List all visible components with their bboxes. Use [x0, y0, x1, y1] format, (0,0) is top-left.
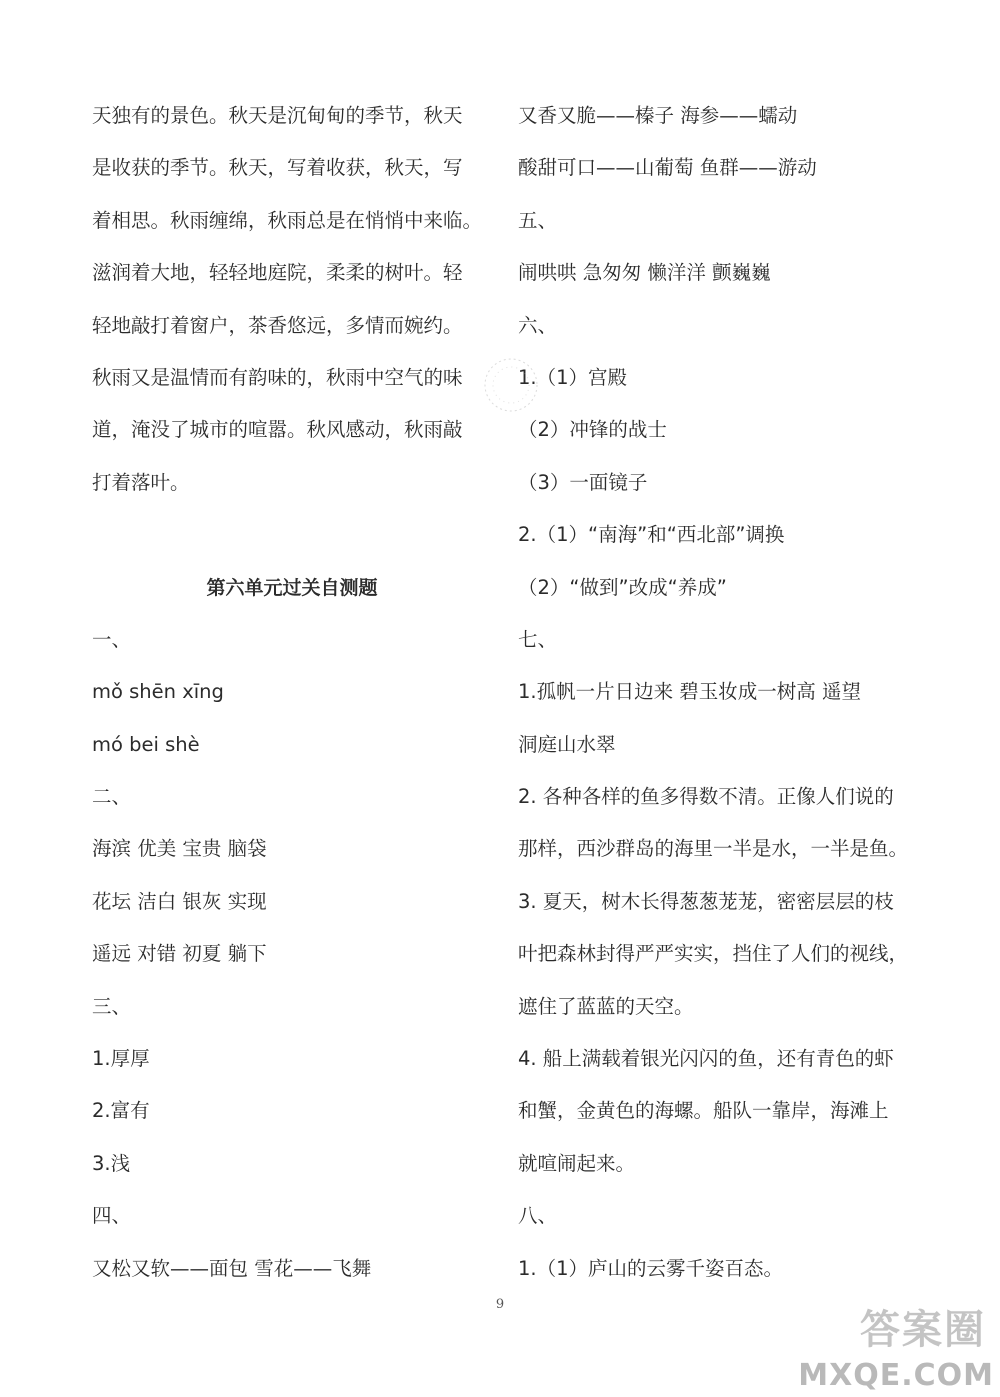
question-number: 七、 [518, 627, 558, 651]
question-number: 八、 [518, 1204, 558, 1228]
word-list: 遥远 对错 初夏 躺下 [92, 942, 267, 966]
watermark-logo: 答案圈 [860, 1307, 986, 1353]
text-line: 打着落叶。 [92, 470, 190, 494]
text-line: 秋雨又是温情而有韵味的，秋雨中空气的味 [92, 365, 463, 389]
question-number: 一、 [92, 627, 132, 651]
left-column [92, 90, 492, 1295]
right-column [518, 90, 918, 1295]
text-line: 天独有的景色。秋天是沉甸甸的季节，秋天 [92, 104, 463, 127]
answer-line: 1.孤帆一片日边来 碧玉妆成一树高 遥望 [518, 680, 862, 704]
answer-line: 又松又软——面包 雪花——飞舞 [92, 1256, 372, 1280]
answer-line: （3）一面镜子 [518, 470, 648, 494]
answer-line: 那样，西沙群岛的海里一半是水，一半是鱼。 [518, 837, 909, 861]
answer-line: 1.厚厚 [92, 1047, 150, 1071]
answer-line: 3.浅 [92, 1151, 131, 1175]
answer-line: 叶把森林封得严严实实，挡住了人们的视线， [518, 942, 909, 966]
watermark-text: MXQE.COM [798, 1358, 994, 1393]
text-line: 滋润着大地，轻轻地庭院，柔柔的树叶。轻 [92, 261, 463, 285]
question-number: 四、 [92, 1204, 132, 1228]
question-number: 五、 [518, 208, 558, 232]
question-number: 六、 [518, 313, 558, 337]
text-line: 着相思。秋雨缠绵，秋雨总是在悄悄中来临。 [92, 208, 483, 232]
answer-line: 又香又脆——榛子 海参——蠕动 [518, 104, 798, 127]
answer-line: 1.（1）庐山的云雾千姿百态。 [518, 1256, 784, 1280]
answer-line: 4. 船上满载着银光闪闪的鱼，还有青色的虾 [518, 1047, 894, 1071]
watermark [798, 1287, 1000, 1397]
pinyin-line: mǒ shēn xīng [92, 680, 224, 704]
answer-line: 2.富有 [92, 1099, 150, 1123]
answer-line: （2）“做到”改成“养成” [518, 575, 727, 599]
page-number: 9 [495, 1297, 505, 1312]
section-title: 第六单元过关自测题 [206, 576, 378, 599]
blank-line [92, 509, 492, 561]
word-list: 花坛 洁白 银灰 实现 [92, 889, 267, 913]
answer-line: 遮住了蓝蓝的天空。 [518, 994, 694, 1018]
text-line: 是收获的季节。秋天，写着收获，秋天，写 [92, 156, 463, 180]
faint-stamp [476, 340, 546, 460]
answer-line: 1.（1）宫殿 [518, 365, 628, 389]
answer-line: 2.（1）“南海”和“西北部”调换 [518, 523, 785, 547]
answer-line: 洞庭山水翠 [518, 732, 616, 756]
answer-line: 2. 各种各样的鱼多得数不清。正像人们说的 [518, 785, 894, 809]
question-number: 三、 [92, 994, 132, 1018]
answer-line: 酸甜可口——山葡萄 鱼群——游动 [518, 156, 817, 180]
text-line: 轻地敲打着窗户，茶香悠远，多情而婉约。 [92, 313, 463, 337]
answer-line: （2）冲锋的战士 [518, 418, 667, 442]
word-list: 闹哄哄 急匆匆 懒洋洋 颤巍巍 [518, 261, 771, 285]
question-number: 二、 [92, 785, 132, 809]
text-line: 道，淹没了城市的喧嚣。秋风感动，秋雨敲 [92, 418, 463, 442]
word-list: 海滨 优美 宝贵 脑袋 [92, 837, 267, 861]
pinyin-line: mó bei shè [92, 732, 200, 756]
answer-line: 和蟹，金黄色的海螺。船队一靠岸，海滩上 [518, 1099, 889, 1123]
answer-line: 就喧闹起来。 [518, 1151, 636, 1175]
answer-line: 3. 夏天，树木长得葱葱茏茏，密密层层的枝 [518, 889, 894, 913]
